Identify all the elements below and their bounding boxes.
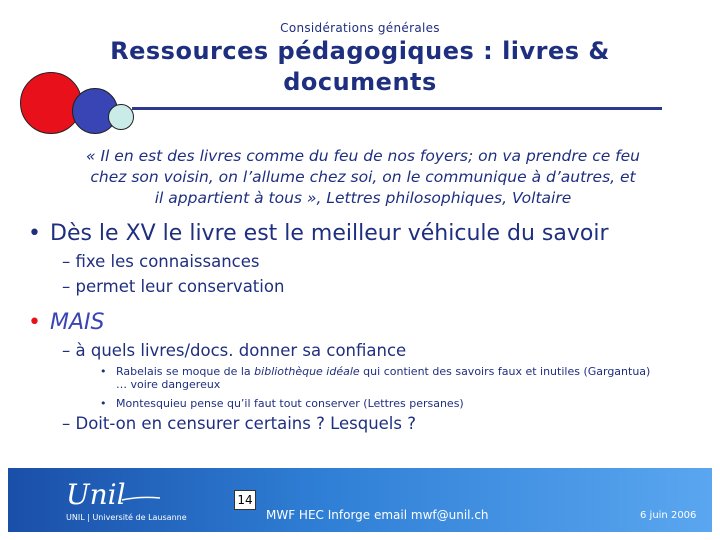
sub-bullet-marker: – xyxy=(62,414,71,433)
bullet-text: MAIS xyxy=(50,310,105,335)
bullet-text: Dès le XV le livre est le meilleur véhicule du savoir xyxy=(50,221,609,246)
sub-bullet-marker: – xyxy=(62,277,71,296)
light-circle-decoration xyxy=(108,104,134,130)
sub-sub-bullet-text xyxy=(116,365,656,391)
text-prefix: Rabelais se moque de la xyxy=(116,365,255,378)
text-suffix: qui contient des savoirs faux et inutiles (Gargantua) … voire dangereux xyxy=(116,365,651,391)
sub-sub-bullet-marker: • xyxy=(100,397,107,410)
sub-bullet-4 xyxy=(62,414,416,433)
sub-bullet-marker: – xyxy=(62,252,71,271)
sub-bullet-text: Doit-on en censurer certains ? Lesquels ? xyxy=(75,414,416,433)
slide-title xyxy=(90,36,630,98)
logo-swash xyxy=(122,497,160,500)
sub-bullet-1 xyxy=(62,252,259,271)
bullet-marker: • xyxy=(28,221,41,246)
bullet-marker: • xyxy=(28,310,41,335)
emphasis-text: bibliothèque idéale xyxy=(254,365,360,378)
sub-bullet-text: à quels livres/docs. donner sa confiance xyxy=(75,341,407,360)
sub-bullet-text: fixe les connaissances xyxy=(75,252,260,271)
footer-date: 6 juin 2006 xyxy=(640,510,697,521)
sub-bullet-marker: – xyxy=(62,341,71,360)
section-subtitle: Considérations générales xyxy=(280,21,440,35)
quote-line1: « Il en est des livres comme du feu de nos foyers; on va prendre ce feu xyxy=(85,147,640,165)
logo-word: Unil xyxy=(66,478,126,511)
slide-title-line1: Ressources pédagogiques : livres & xyxy=(110,37,610,65)
quote-line2: chez son voisin, on l’allume chez soi, on le communique à d’autres, et xyxy=(90,168,636,186)
quote-line3: il appartient à tous », Lettres philosophiques, Voltaire xyxy=(154,189,572,207)
sub-sub-bullet-text: Montesquieu pense qu’il faut tout conserver (Lettres persanes) xyxy=(116,397,464,410)
page-number: 14 xyxy=(234,490,256,510)
logo-caption: UNIL | Université de Lausanne xyxy=(66,513,187,522)
voltaire-quote xyxy=(28,146,698,209)
slide-title-line2: documents xyxy=(283,68,437,96)
title-divider xyxy=(132,107,662,110)
sub-bullet-3 xyxy=(62,341,406,360)
sub-bullet-text: permet leur conservation xyxy=(75,277,285,296)
footer-contact: MWF HEC Inforge email mwf@unil.ch xyxy=(266,508,489,522)
sub-bullet-2 xyxy=(62,277,284,296)
sub-sub-bullet-marker: • xyxy=(100,365,107,378)
unil-logo xyxy=(60,474,170,514)
